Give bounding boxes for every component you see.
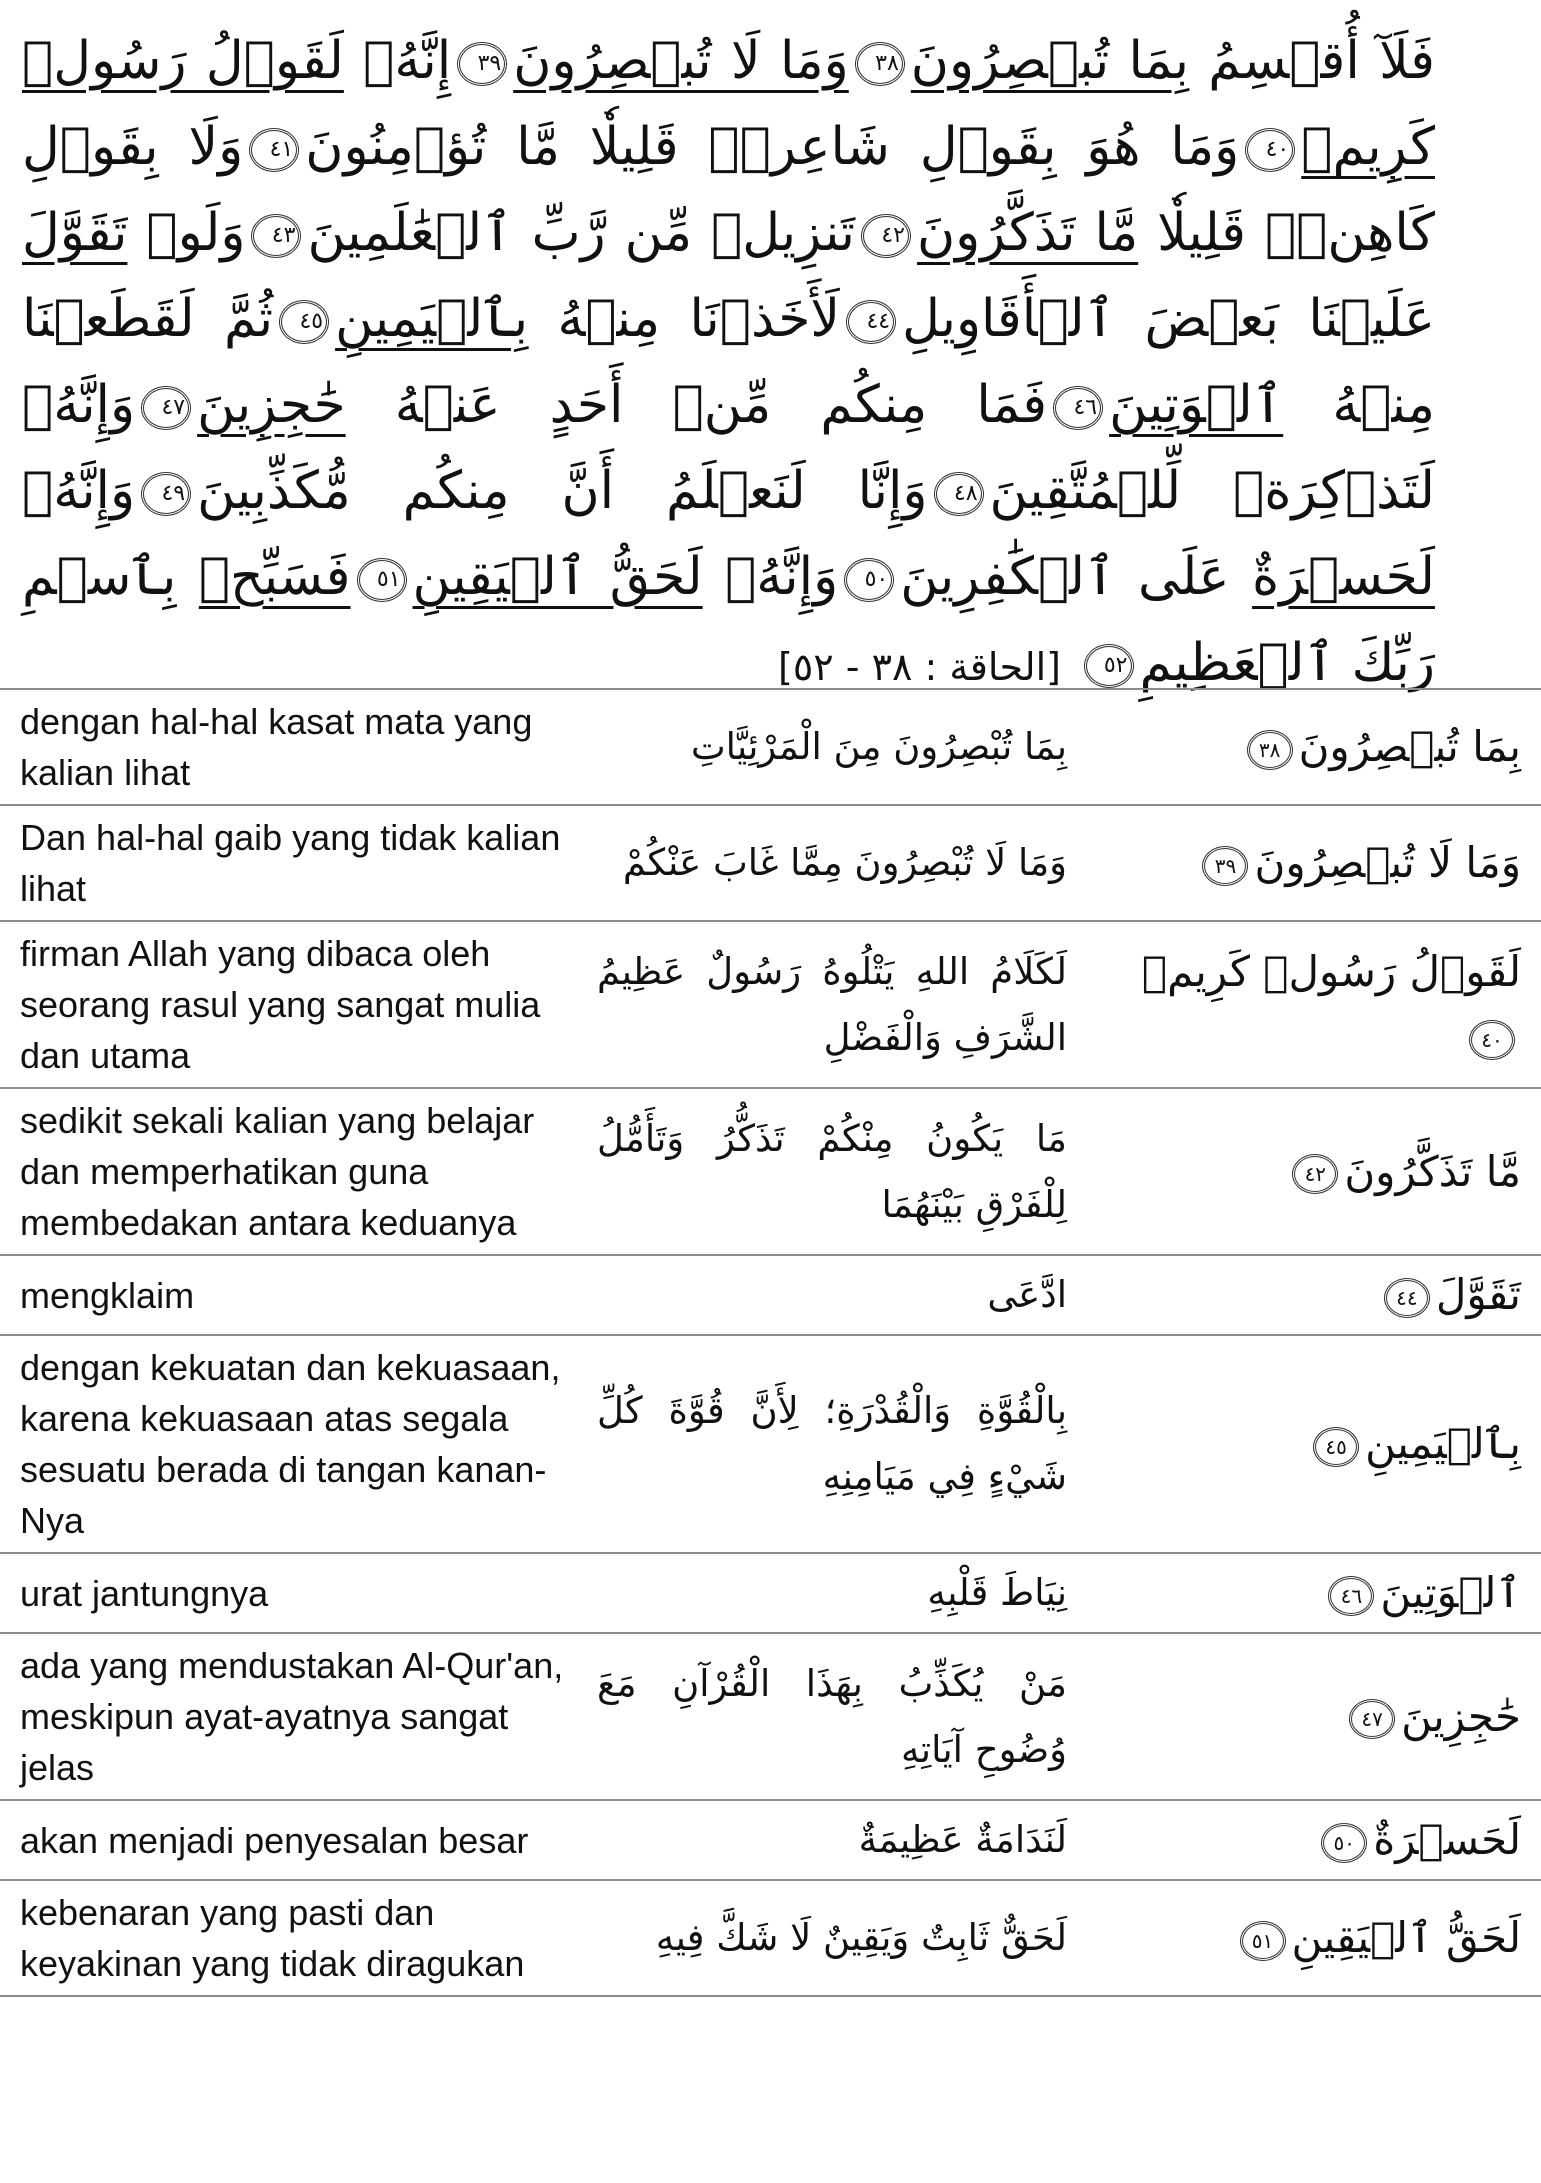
arabic-explanation: بِالْقُوَّةِ وَالْقُدْرَةِ؛ لِأَنَّ قُوَّةَ كُلِّ شَيْءٍ فِي مَيَامِنِهِ [587,1335,1079,1553]
ayah-number-marker: ٤٥ [279,300,329,344]
verse-text: وَإِنَّهُۥ [22,461,136,521]
arabic-explanation: مَنْ يُكَذِّبُ بِهَذَا الْقُرْآنِ مَعَ وُضُوحِ آيَاتِهِ [587,1633,1079,1800]
word-text: لَقَوۡلُ رَسُولٖ كَرِيمٖ [1141,946,1521,996]
indonesian-meaning: sedikit sekali kalian yang belajar dan memperhatikan guna membedakan antara keduanya [0,1088,587,1255]
quranic-word [1079,805,1541,921]
quranic-word [1079,1255,1541,1335]
table-row [0,1633,1541,1800]
verse-text: تَنزِيلٞ مِّن رَّبِّ ٱلۡعَٰلَمِينَ [307,203,855,263]
arabic-explanation: لَكَلَامُ اللهِ يَتْلُوهُ رَسُولٌ عَظِيمُ الشَّرَفِ وَالْفَضْلِ [587,921,1079,1088]
verse-text: فَلَآ أُقۡسِمُ [1188,31,1435,91]
word-text: تَقَوَّلَ [1435,1270,1521,1319]
highlighted-word: ٱلۡوَتِينَ [1109,375,1284,435]
highlighted-word: بِمَا تُبۡصِرُونَ [910,31,1189,91]
table-row [0,1800,1541,1880]
verse-text: مَّا تُؤۡمِنُونَ [305,117,560,177]
arabic-explanation: مَا يَكُونُ مِنْكُمْ تَذَكُّرُ وَتَأَمُّلُ لِلْفَرْقِ بَيْنَهُمَا [587,1088,1079,1255]
indonesian-meaning: akan menjadi penyesalan besar [0,1800,587,1880]
ayah-number-marker: ٤٩ [141,472,191,516]
ayah-number-marker: ٤٢ [861,214,911,258]
vocabulary-table [0,688,1541,1997]
surah-reference: [الحاقة : ٣٨ - ٥٢] [778,645,1061,689]
arabic-explanation: ادَّعَى [587,1255,1079,1335]
arabic-explanation: بِمَا تُبْصِرُونَ مِنَ الْمَرْئِيَّاتِ [587,689,1079,805]
indonesian-meaning: mengklaim [0,1255,587,1335]
ayah-number-marker: ٤١ [249,128,299,172]
verse-text: وَإِنَّا لَنَعۡلَمُ أَنَّ مِنكُم مُّكَذِّبِينَ [197,461,928,521]
table-row [0,1255,1541,1335]
word-text: مَّا تَذَكَّرُونَ [1344,1146,1521,1196]
quranic-word [1079,1335,1541,1553]
ayah-number-marker: ٣٩ [457,42,507,86]
ayah-number-marker: ٤٣ [251,214,301,258]
word-text: ٱلۡوَتِينَ [1380,1568,1521,1617]
verse-text: وَلَوۡ [127,203,246,263]
verse-text: وَإِنَّهُۥ [702,547,839,607]
highlighted-word: لَحَسۡرَةٌ [1252,547,1435,607]
word-text: لَحَقُّ ٱلۡيَقِينِ [1291,1913,1521,1962]
ayah-number-marker: ٤٦ [1053,386,1103,430]
highlighted-word: بِٱلۡيَمِينِ [335,289,529,349]
quranic-word [1079,1800,1541,1880]
quranic-word [1079,1633,1541,1800]
ayah-number-marker: ٥١ [1240,1921,1286,1961]
ayah-number-marker: ٥٠ [844,558,894,602]
verse-text: بِٱسۡمِ رَبِّكَ ٱلۡعَظِيمِ [22,547,1435,693]
word-text: وَمَا لَا تُبۡصِرُونَ [1254,838,1521,887]
indonesian-meaning: dengan kekuatan dan kekuasaan, karena kekuasaan atas segala sesuatu berada di tangan kanan-Nya [0,1335,587,1553]
table-row [0,805,1541,921]
quranic-word [1079,1880,1541,1996]
quranic-word [1079,1553,1541,1633]
indonesian-meaning: ada yang mendustakan Al-Qur'an, meskipun ayat-ayatnya sangat jelas [0,1633,587,1800]
highlighted-word: لَحَقُّ ٱلۡيَقِينِ [412,547,703,607]
arabic-explanation: لَحَقٌّ ثَابِتٌ وَيَقِينٌ لَا شَكَّ فِيهِ [587,1880,1079,1996]
table-row [0,1553,1541,1633]
ayah-number-marker: ٤٠ [1469,1020,1515,1060]
ayah-number-marker: ٥١ [357,558,407,602]
word-text: حَٰجِزِينَ [1401,1691,1521,1741]
indonesian-meaning: Dan hal-hal gaib yang tidak kalian lihat [0,805,587,921]
ayah-number-marker: ٤٥ [1313,1427,1359,1467]
table-row [0,1088,1541,1255]
ayah-number-marker: ٤٠ [1245,128,1295,172]
verse-text: فَمَا مِنكُم مِّنۡ أَحَدٍ عَنۡهُ [345,375,1048,435]
highlighted-word: وَمَا لَا تُبۡصِرُونَ [513,31,849,91]
highlighted-word: حَٰجِزِينَ [197,375,346,435]
verse-text: وَإِنَّهُۥ لَتَذۡكِرَةٞ لِّلۡمُتَّقِينَ [22,375,1435,521]
ayah-number-marker: ٤٢ [1292,1154,1338,1194]
word-text: بِٱلۡيَمِينِ [1365,1419,1521,1468]
arabic-explanation: نِيَاطَ قَلْبِهِ [587,1553,1079,1633]
quran-passage [22,18,1435,710]
verse-text: عَلَيۡنَا بَعۡضَ ٱلۡأَقَاوِيلِ [902,289,1435,349]
ayah-number-marker: ٥٠ [1321,1823,1367,1863]
ayah-number-marker: ٤٦ [1328,1576,1374,1616]
highlighted-word: مَّا تَذَكَّرُونَ [916,203,1139,263]
table-row [0,921,1541,1088]
ayah-number-marker: ٤٤ [846,300,896,344]
indonesian-meaning: dengan hal-hal kasat mata yang kalian lihat [0,689,587,805]
quranic-word [1079,689,1541,805]
ayah-number-marker: ٤٨ [934,472,984,516]
table-row [0,1880,1541,1996]
ayah-number-marker: ٣٩ [1202,846,1248,886]
ayah-number-marker: ٤٧ [141,386,191,430]
arabic-explanation: لَنَدَامَةٌ عَظِيمَةٌ [587,1800,1079,1880]
word-text: بِمَا تُبۡصِرُونَ [1298,722,1521,771]
indonesian-meaning: kebenaran yang pasti dan keyakinan yang tidak diragukan [0,1880,587,1996]
arabic-explanation: وَمَا لَا تُبْصِرُونَ مِمَّا غَابَ عَنْكُمْ [587,805,1079,921]
verse-text: إِنَّهُۥ [343,31,452,91]
verse-text: لَأَخَذۡنَا مِنۡهُ [528,289,841,349]
table-row [0,689,1541,805]
ayah-number-marker: ٥٢ [1084,644,1134,688]
word-text: لَحَسۡرَةٌ [1373,1815,1521,1864]
indonesian-meaning: firman Allah yang dibaca oleh seorang rasul yang sangat mulia dan utama [0,921,587,1088]
ayah-number-marker: ٤٤ [1384,1278,1430,1318]
highlighted-word: لَقَوۡلُ رَسُولٖ كَرِيمٖ [22,31,1435,177]
ayah-number-marker: ٤٧ [1349,1699,1395,1739]
quranic-word [1079,921,1541,1088]
table-row [0,1335,1541,1553]
ayah-number-marker: ٣٨ [1247,730,1293,770]
indonesian-meaning: urat jantungnya [0,1553,587,1633]
highlighted-word: فَسَبِّحۡ [198,547,351,607]
verse-text: عَلَى ٱلۡكَٰفِرِينَ [900,547,1253,607]
quranic-word [1079,1088,1541,1255]
highlighted-word: تَقَوَّلَ [22,203,128,263]
verse-text: ثُمَّ لَقَطَعۡنَا مِنۡهُ [22,289,1435,435]
verse-text: وَلَا بِقَوۡلِ كَاهِنٖۚ قَلِيلٗا [22,117,1435,263]
ayah-number-marker: ٣٨ [855,42,905,86]
verse-text: وَمَا هُوَ بِقَوۡلِ شَاعِرٖۚ قَلِيلٗا [559,117,1240,177]
